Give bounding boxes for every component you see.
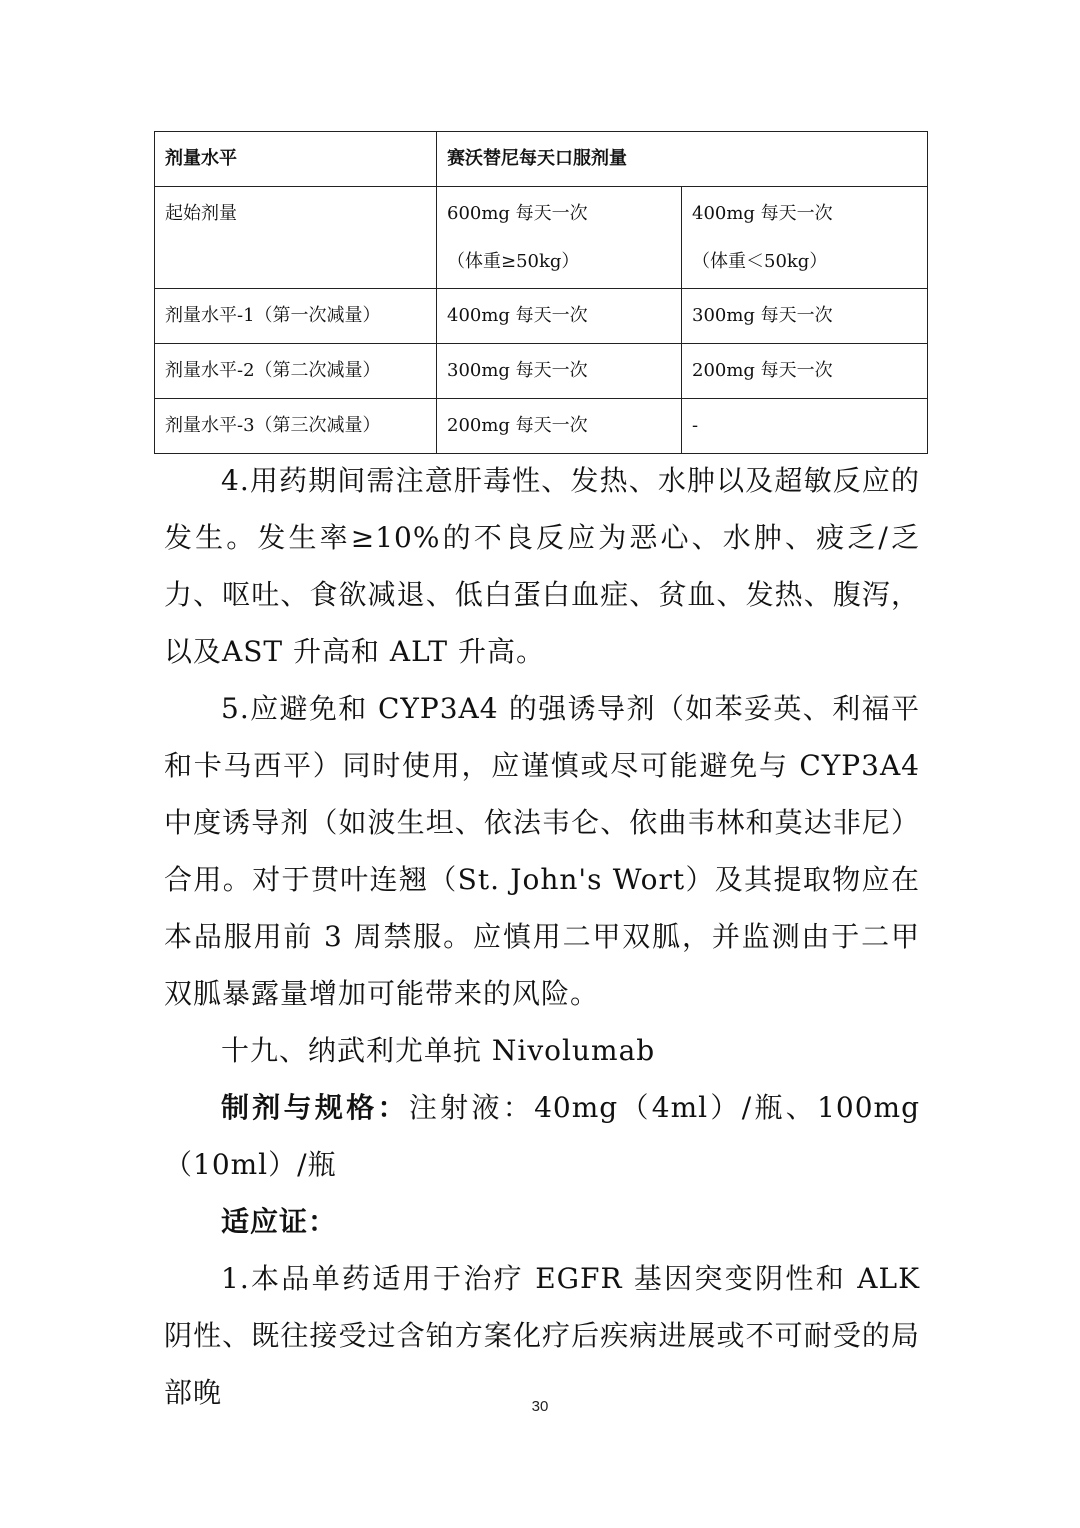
dose-cell bbox=[437, 187, 682, 289]
dose-cell: 400mg 每天一次 bbox=[437, 289, 682, 344]
table-row bbox=[155, 187, 928, 289]
dose-value: 400mg 每天一次 bbox=[692, 203, 833, 224]
table-row bbox=[155, 289, 928, 344]
dose-cell: 200mg 每天一次 bbox=[437, 399, 682, 454]
row-level-label: 起始剂量 bbox=[155, 187, 437, 289]
row-level-label: 剂量水平-1（第一次减量） bbox=[155, 289, 437, 344]
dose-level-table bbox=[154, 131, 928, 454]
row-level-label: 剂量水平-2（第二次减量） bbox=[155, 344, 437, 399]
spec-label: 制剂与规格： bbox=[221, 1091, 409, 1124]
spec-text: 注射液：40mg（4ml）/瓶、100mg（10ml）/瓶 bbox=[164, 1091, 920, 1181]
dose-cell: 200mg 每天一次 bbox=[682, 344, 928, 399]
dose-value: 600mg 每天一次 bbox=[447, 203, 588, 224]
spec-paragraph bbox=[164, 1079, 920, 1193]
page-number: 30 bbox=[531, 1398, 549, 1415]
table-header-row bbox=[155, 132, 928, 187]
dose-condition: （体重≥50kg） bbox=[447, 251, 580, 272]
body-text bbox=[164, 452, 920, 1421]
row-level-label: 剂量水平-3（第三次减量） bbox=[155, 399, 437, 454]
dose-cell: - bbox=[682, 399, 928, 454]
paragraph-item-4: 4.用药期间需注意肝毒性、发热、水肿以及超敏反应的发生。发生率≥10%的不良反应为恶心、水肿、疲乏/乏力、呕吐、食欲减退、低白蛋白血症、贫血、发热、腹泻，以及AST 升高和 ALT 升高。 bbox=[164, 464, 920, 668]
dose-cell: 300mg 每天一次 bbox=[682, 289, 928, 344]
dose-cell: 300mg 每天一次 bbox=[437, 344, 682, 399]
section-title: 十九、纳武利尤单抗 Nivolumab bbox=[221, 1034, 656, 1067]
header-daily-oral-dose: 赛沃替尼每天口服剂量 bbox=[437, 132, 928, 187]
dose-condition: （体重＜50kg） bbox=[692, 251, 828, 272]
table-row bbox=[155, 344, 928, 399]
indication-item-1: 1.本品单药适用于治疗 EGFR 基因突变阴性和 ALK 阴性、既往接受过含铂方案化疗后疾病进展或不可耐受的局部晚 bbox=[164, 1262, 920, 1409]
header-dose-level: 剂量水平 bbox=[155, 132, 437, 187]
paragraph-item-5: 5.应避免和 CYP3A4 的强诱导剂（如苯妥英、利福平和卡马西平）同时使用，应谨慎或尽可能避免与 CYP3A4 中度诱导剂（如波生坦、依法韦仑、依曲韦林和莫达非尼）合用。对于贯叶连翘（St. John's Wort）及其提取物应在本品服用前 3 周禁服。应慎用二甲双胍，并监测由于二甲双胍暴露量增加可能带来的风险。 bbox=[164, 692, 920, 1010]
table-row bbox=[155, 399, 928, 454]
indication-label: 适应证： bbox=[221, 1205, 338, 1238]
dose-cell bbox=[682, 187, 928, 289]
